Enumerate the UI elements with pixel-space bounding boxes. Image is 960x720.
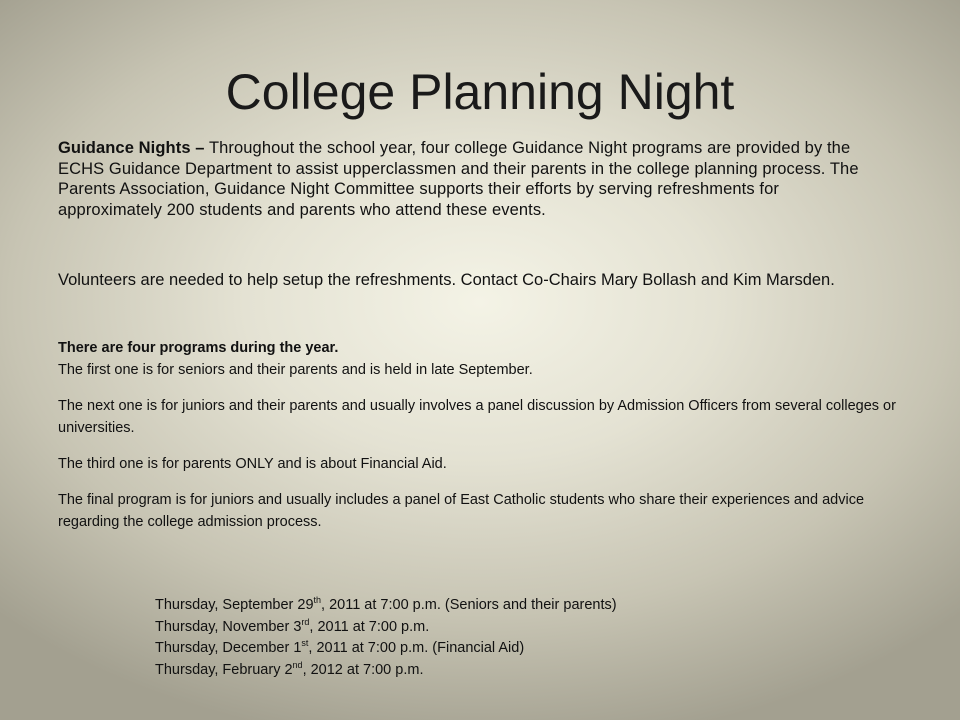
date-item: Thursday, February 2nd, 2012 at 7:00 p.m. xyxy=(155,659,424,678)
date-item: Thursday, November 3rd, 2011 at 7:00 p.m. xyxy=(155,616,430,635)
date-item: Thursday, September 29th, 2011 at 7:00 p.m. (Seniors and their parents) xyxy=(155,595,617,613)
volunteers-paragraph: Volunteers are needed to help setup the refreshments. Contact Co-Chairs Mary Bollash and Kim Marsden. xyxy=(58,271,835,289)
program-final: The final program is for juniors and usually includes a panel of East Catholic students who share their experiences and advice regarding the college admission process. xyxy=(58,492,865,530)
programs-heading: There are four programs during the year. xyxy=(58,340,339,356)
intro-lead: Guidance Nights – xyxy=(58,139,205,157)
dates-list xyxy=(155,595,855,681)
intro-paragraph xyxy=(58,138,870,220)
programs-section xyxy=(58,337,918,533)
page-title: College Planning Night xyxy=(225,64,735,120)
program-next: The next one is for juniors and their parents and usually involves a panel discussion by Admission Officers from several colleges or universities. xyxy=(58,398,896,436)
program-third: The third one is for parents ONLY and is about Financial Aid. xyxy=(58,456,447,472)
program-first: The first one is for seniors and their parents and is held in late September. xyxy=(58,362,533,378)
intro-body: Throughout the school year, four college Guidance Night programs are provided by the ECHS Guidance Department to assist upperclassmen and their parents in the college planning process. The Parents Association, Guidance Night Committee supports their efforts by serving refreshments for approximately 200 students and parents who attend these events. xyxy=(58,139,859,219)
date-item: Thursday, December 1st, 2011 at 7:00 p.m. (Financial Aid) xyxy=(155,638,525,656)
